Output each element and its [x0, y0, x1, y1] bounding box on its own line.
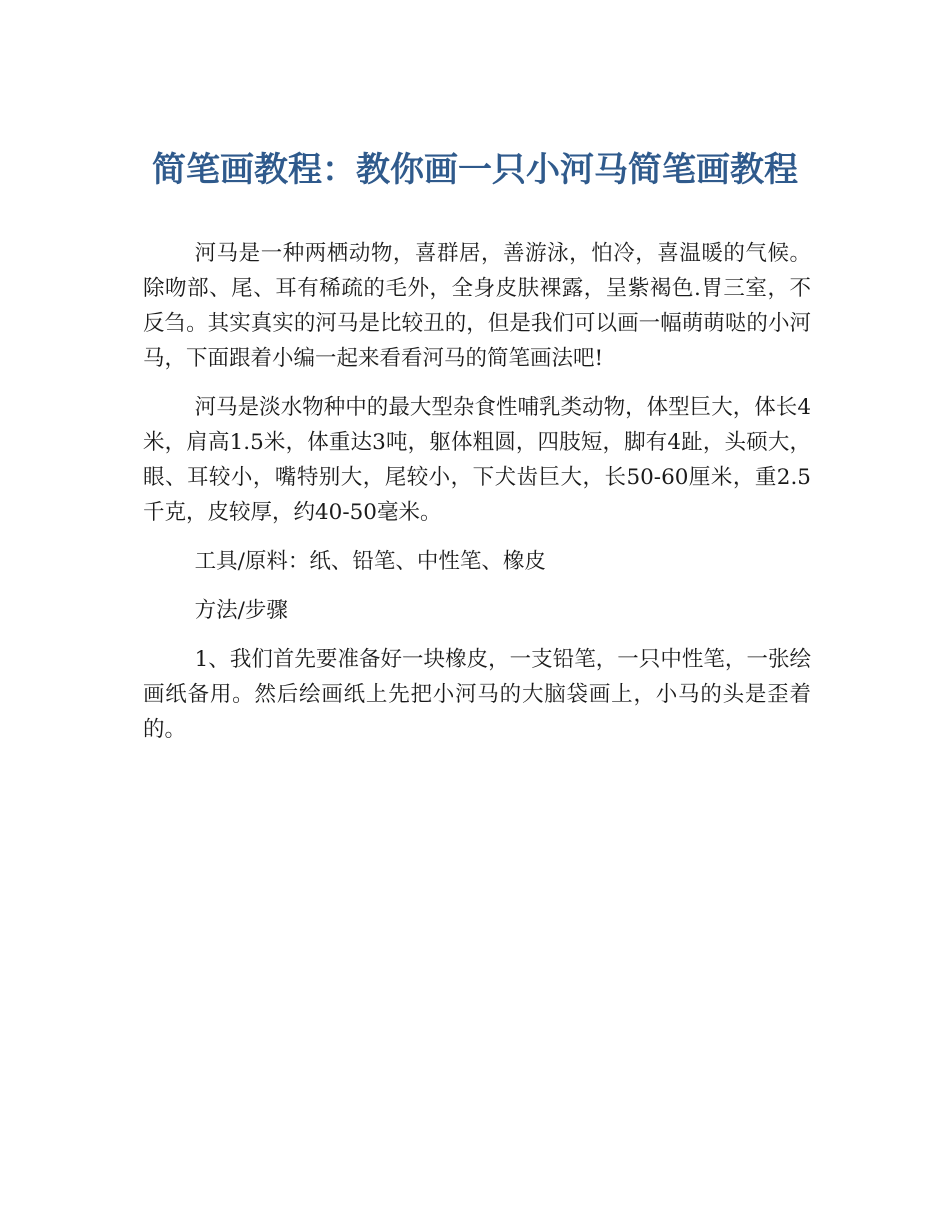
document-title: 简笔画教程：教你画一只小河马简笔画教程 — [152, 150, 798, 190]
paragraph-step-1: 1、我们首先要准备好一块橡皮，一支铅笔，一只中性笔，一张绘画纸备用。然后绘画纸上先把小河马的大脑袋画上，小马的头是歪着的。 — [143, 647, 811, 742]
paragraph-tools: 工具/原料：纸、铅笔、中性笔、橡皮 — [194, 549, 546, 574]
document-body — [143, 236, 811, 761]
paragraph-description: 河马是淡水物种中的最大型杂食性哺乳类动物，体型巨大，体长4米，肩高1.5米，体重达3吨，躯体粗圆，四肢短，脚有4趾，头硕大，眼、耳较小，嘴特别大，尾较小，下犬齿巨大，长50-60厘米，重2.5千克，皮较厚，约40-50毫米。 — [143, 395, 811, 525]
paragraph-intro: 河马是一种两栖动物，喜群居，善游泳，怕冷，喜温暖的气候。除吻部、尾、耳有稀疏的毛外，全身皮肤裸露，呈紫褐色.胃三室，不反刍。其实真实的河马是比较丑的，但是我们可以画一幅萌萌哒的小河马，下面跟着小编一起来看看河马的简笔画法吧! — [143, 241, 811, 371]
paragraph-steps-heading: 方法/步骤 — [194, 598, 288, 623]
